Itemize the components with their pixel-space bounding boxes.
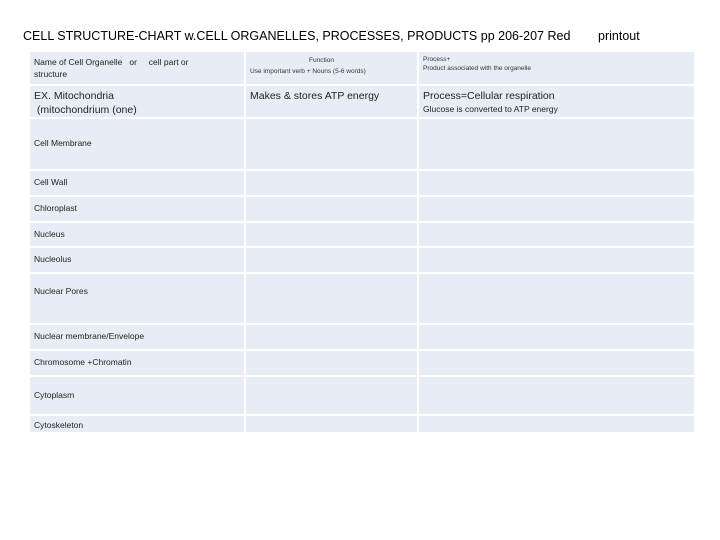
example-process-product bbox=[419, 86, 696, 119]
chromosome-function-cell[interactable] bbox=[246, 351, 419, 377]
example-process-line2: Glucose is converted to ATP energy bbox=[423, 104, 558, 114]
row-label-cytoskeleton: Cytoskeleton bbox=[30, 416, 246, 434]
header-function bbox=[246, 52, 419, 86]
chloroplast-function-cell[interactable] bbox=[246, 197, 419, 223]
example-name-line1: EX. Mitochondria bbox=[34, 90, 114, 102]
cytoplasm-process-cell[interactable] bbox=[419, 377, 696, 416]
nuclear-pores-process-cell[interactable] bbox=[419, 274, 696, 325]
nucleolus-process-cell[interactable] bbox=[419, 248, 696, 274]
cytoplasm-function-cell[interactable] bbox=[246, 377, 419, 416]
header-process-title: Process+ bbox=[423, 56, 451, 63]
nucleolus-function-cell[interactable] bbox=[246, 248, 419, 274]
row-label-cell-wall: Cell Wall bbox=[30, 171, 246, 197]
header-organelle-name bbox=[30, 52, 246, 86]
example-function: Makes & stores ATP energy bbox=[246, 86, 419, 119]
row-label-nucleolus: Nucleolus bbox=[30, 248, 246, 274]
row-label-nuclear-membrane: Nuclear membrane/Envelope bbox=[30, 325, 246, 351]
chromosome-process-cell[interactable] bbox=[419, 351, 696, 377]
cytoskeleton-function-cell[interactable] bbox=[246, 416, 419, 434]
header-process-hint: Product associated with the organelle bbox=[423, 65, 532, 72]
organelle-chart-table bbox=[30, 52, 696, 430]
cytoskeleton-process-cell[interactable] bbox=[419, 416, 696, 434]
cell-wall-function-cell[interactable] bbox=[246, 171, 419, 197]
header-function-title: Function bbox=[309, 57, 334, 64]
header-organelle-name-line2: structure bbox=[34, 69, 68, 79]
cell-wall-process-cell[interactable] bbox=[419, 171, 696, 197]
cell-membrane-process-cell[interactable] bbox=[419, 119, 696, 171]
chloroplast-process-cell[interactable] bbox=[419, 197, 696, 223]
row-label-nucleus: Nucleus bbox=[30, 223, 246, 248]
header-process-product bbox=[419, 52, 696, 86]
row-label-cell-membrane: Cell Membrane bbox=[30, 119, 246, 171]
row-label-nuclear-pores: Nuclear Pores bbox=[30, 274, 246, 325]
nucleus-process-cell[interactable] bbox=[419, 223, 696, 248]
example-name-line2: (mitochondrium (one) bbox=[34, 104, 137, 116]
nuclear-membrane-function-cell[interactable] bbox=[246, 325, 419, 351]
header-function-hint: Use important verb + Nouns (5-6 words) bbox=[250, 68, 366, 75]
nucleus-function-cell[interactable] bbox=[246, 223, 419, 248]
page-title-suffix: printout bbox=[598, 29, 640, 43]
example-organelle-name bbox=[30, 86, 246, 119]
page-title: CELL STRUCTURE-CHART w.CELL ORGANELLES, PROCESSES, PRODUCTS pp 206-207 Red bbox=[23, 29, 571, 43]
cell-membrane-function-cell[interactable] bbox=[246, 119, 419, 171]
nuclear-pores-function-cell[interactable] bbox=[246, 274, 419, 325]
example-process-line1: Process=Cellular respiration bbox=[423, 90, 555, 102]
row-label-cytoplasm: Cytoplasm bbox=[30, 377, 246, 416]
row-label-chloroplast: Chloroplast bbox=[30, 197, 246, 223]
row-label-chromosome: Chromosome +Chromatin bbox=[30, 351, 246, 377]
nuclear-membrane-process-cell[interactable] bbox=[419, 325, 696, 351]
header-organelle-name-line1: Name of Cell Organelle or cell part or bbox=[34, 57, 189, 67]
